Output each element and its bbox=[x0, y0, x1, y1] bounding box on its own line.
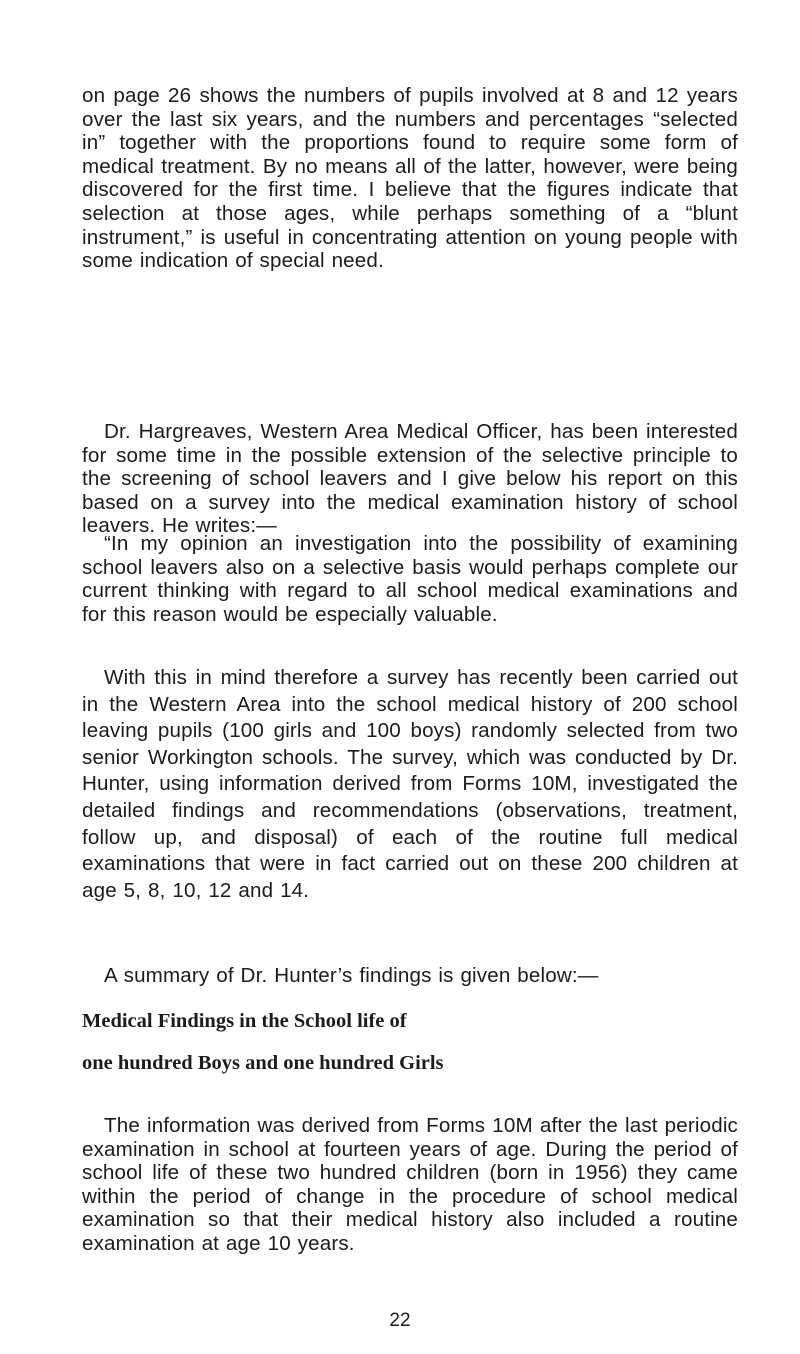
paragraph-survey-description: With this in mind therefore a survey has recently been carried out in the Western Area into the school medical history of 200 school leaving pupils (100 girls and 100 boys) randomly selected from two senior Workington schools. The survey, which was conducted by Dr. Hunter, using information derived from Forms 10M, investigated the detailed findings and recommendations (observations, treatment, follow up, and disposal) of each of the routine full medical examinations that were in fact carried out on these 200 children at age 5, 8, 10, 12 and 14. bbox=[82, 666, 738, 902]
paragraph-information-source: The information was derived from Forms 10M after the last periodic examination in school at fourteen years of age. During the period of school life of these two hundred children (born in 1956) they came within the period of change in the procedure of school medical examination so that their medical history also included a routine examination at age 10 years. bbox=[82, 1114, 738, 1255]
section-heading-line-1: Medical Findings in the School life of bbox=[82, 1010, 407, 1032]
paragraph-hargreaves-intro: Dr. Hargreaves, Western Area Medical Officer, has been interested for some time in the possible extension of the selective principle to the screening of school leavers and I give below his report on this based on a survey into the medical examination history of school leavers. He writes:— bbox=[82, 420, 738, 538]
page-number: 22 bbox=[389, 1310, 411, 1331]
paragraph-selection-figures: on page 26 shows the numbers of pupils involved at 8 and 12 years over the last six years, and the numbers and percentages “selected in” together with the proportions found to require some form of medical treatment. By no means all of the latter, however, were being discovered for the first time. I believe that the figures indicate that selection at those ages, while perhaps something of a “blunt instrument,” is useful in concentrating attention on young people with some indication of special need. bbox=[82, 84, 738, 273]
paragraph-opinion-quote: “In my opinion an investigation into the possibility of examining school leavers also on a selective basis would perhaps complete our current thinking with regard to all school medical examinations and for this reason would be especially valuable. bbox=[82, 532, 738, 626]
section-heading-line-2: one hundred Boys and one hundred Girls bbox=[82, 1052, 444, 1074]
paragraph-summary-intro: A summary of Dr. Hunter’s findings is given below:— bbox=[104, 964, 599, 987]
